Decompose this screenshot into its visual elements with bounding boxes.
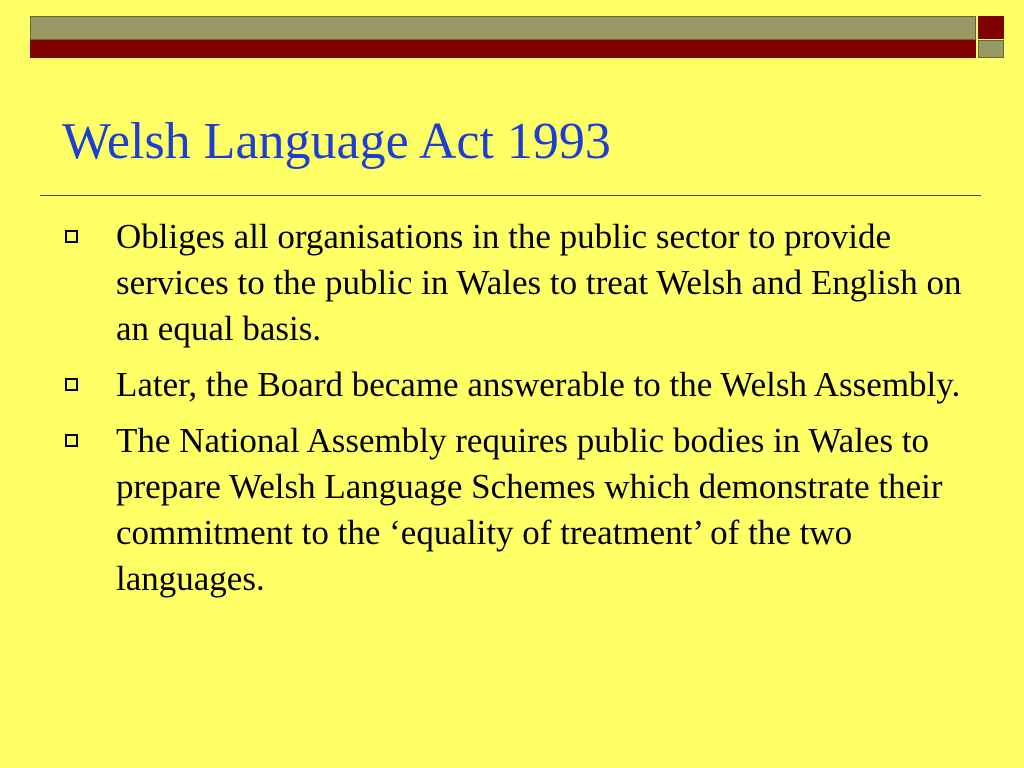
bullet-text: Obliges all organisations in the public sector to provide services to the public in Wales to treat Welsh and English on an equal basis. <box>116 217 962 348</box>
bullet-list <box>62 214 982 612</box>
header-banner-olive-stripe <box>30 16 976 40</box>
bullet-text: Later, the Board became answerable to the Welsh Assembly. <box>116 365 961 404</box>
corner-divider <box>978 39 1004 40</box>
bullet-text: The National Assembly requires public bodies in Wales to prepare Welsh Language Schemes which demonstrate their commitment to the ‘equality of treatment’ of the two languages. <box>116 421 943 598</box>
corner-block-maroon <box>978 16 1004 40</box>
bullet-item <box>62 214 982 352</box>
corner-block-olive <box>978 40 1004 58</box>
hollow-square-bullet-icon <box>65 378 78 391</box>
bullet-item <box>62 418 982 602</box>
hollow-square-bullet-icon <box>65 230 78 243</box>
corner-divider <box>976 16 978 58</box>
slide-title: Welsh Language Act 1993 <box>62 113 611 170</box>
bullet-item <box>62 362 982 408</box>
header-banner-maroon-stripe <box>30 40 976 58</box>
hollow-square-bullet-icon <box>65 434 78 447</box>
title-underline-rule <box>40 195 981 196</box>
